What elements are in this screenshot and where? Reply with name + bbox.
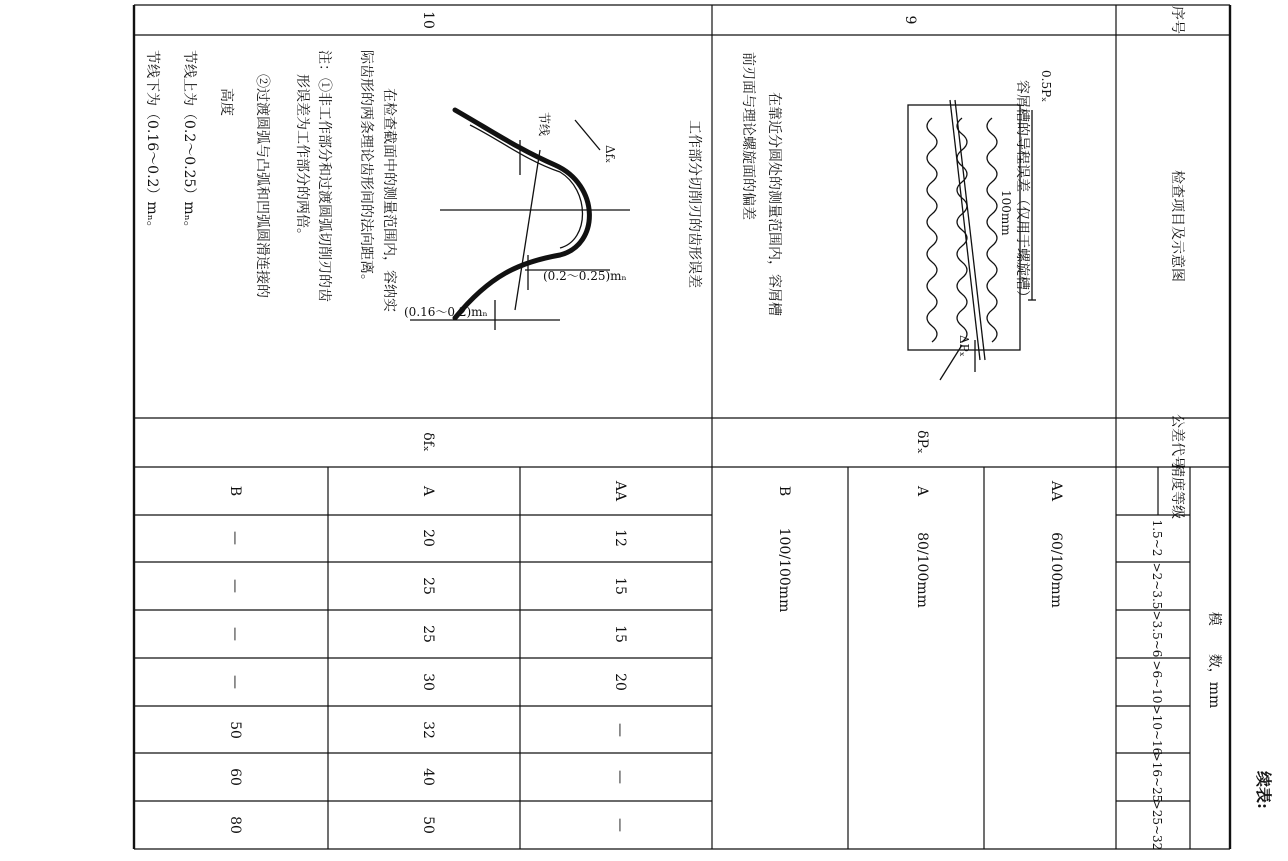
row-9-value: 100/100mm — [776, 527, 792, 613]
row-10-upper-dim: (0.2～0.25)mₙ — [543, 269, 627, 283]
row-9-description-line: 前刃面与理论螺旋面的偏差 — [740, 52, 756, 220]
row-9-dim-length: 100mm — [999, 190, 1013, 236]
row-9-seq: 9 — [902, 15, 918, 25]
row-10-value: 80 — [227, 816, 243, 834]
row-10-description-line: 形误差为工作部分的两倍。 — [294, 74, 310, 242]
row-9-grade: A — [914, 485, 930, 497]
row-10-description-line: 节线下为（0.16～0.2）mₙ。 — [144, 50, 160, 235]
continued-label: 续表: — [1254, 771, 1273, 809]
row-10-value: 50 — [227, 721, 243, 739]
row-10-value: 15 — [612, 625, 628, 643]
row-10-grade: B — [227, 485, 243, 497]
row-10-tooth-profile-diagram — [410, 110, 630, 330]
item-header: 检查项目及示意图 — [1169, 170, 1185, 282]
module-range: >25~32 — [1150, 799, 1164, 851]
tol-code-header: 公差代号 — [1169, 414, 1185, 470]
row-10-figure-title: 工作部分切削刃的齿形误差 — [686, 120, 702, 288]
row-10-lower-dim: (0.16～0.2)mₙ — [404, 305, 488, 319]
row-9-code: δPₓ — [914, 430, 930, 454]
module-range: 1.5~2 — [1150, 519, 1164, 557]
row-10-description-line: 注：①非工作部分和过渡圆弧切削刃的齿 — [316, 50, 332, 302]
row-10-value: 30 — [420, 673, 436, 691]
row-10-value: 20 — [612, 673, 628, 691]
module-range: >16~25 — [1150, 751, 1164, 803]
module-range: >2~3.5 — [1150, 562, 1164, 610]
row-10-value: 60 — [227, 768, 243, 786]
row-10-value-cells — [227, 480, 628, 834]
row-9-dim-delta: ΔPₓ — [957, 335, 971, 357]
module-range: >6~10 — [1150, 660, 1164, 704]
module-range: >10~16 — [1150, 704, 1164, 756]
row-10-value: — — [227, 627, 243, 641]
row-10-value: — — [612, 770, 628, 784]
row-9-grade: B — [776, 485, 792, 497]
row-9-value: 80/100mm — [914, 532, 930, 608]
row-9-dim-left: 0.5Pₓ — [1039, 70, 1053, 103]
row-10-value: — — [227, 675, 243, 689]
module-header: 模 数，mm — [1206, 611, 1222, 709]
seq-header: 序号 — [1169, 6, 1185, 34]
row-10-value: — — [612, 723, 628, 737]
row-10-value: 15 — [612, 577, 628, 595]
row-10-value: 20 — [420, 529, 436, 547]
row-10-description-line: ②过渡圆弧与凸弧和凹弧圆滑连接的 — [254, 74, 270, 298]
module-range: >3.5~6 — [1150, 610, 1164, 658]
row-10-description-line: 节线上为（0.2～0.25）mₙ。 — [181, 50, 197, 235]
row-10-value: 32 — [420, 721, 436, 739]
row-10-description-line: 高度 — [218, 88, 234, 116]
row-10-delta: Δfₓ — [603, 145, 617, 164]
row-10-value: 25 — [420, 577, 436, 595]
row-9-grade: AA — [1048, 480, 1064, 502]
row-10-value: — — [227, 531, 243, 545]
row-10-code: δfₓ — [420, 432, 436, 452]
row-10-seq: 10 — [420, 11, 436, 29]
row-10-pitch-label: 节线 — [537, 112, 551, 137]
row-10-grade: AA — [612, 480, 628, 502]
grade-header: 精度等级 — [1169, 463, 1185, 519]
row-9-figure-title: 容屑槽的导程误差（仅用于螺旋槽） — [1014, 80, 1030, 304]
row-10-grade: A — [420, 485, 436, 497]
row-10-value: 40 — [420, 768, 436, 786]
row-9-value: 60/100mm — [1048, 532, 1064, 608]
row-10-value: 25 — [420, 625, 436, 643]
row-9-description-line: 在靠近分圆处的测量范围内，容屑槽 — [766, 92, 782, 316]
row-10-value: 12 — [612, 529, 628, 547]
row-10-description-line: 际齿形的两条理论齿形间的法向距离。 — [358, 50, 374, 288]
row-10-value: — — [612, 818, 628, 832]
row-10-value: 50 — [420, 816, 436, 834]
row-10-value: — — [227, 579, 243, 593]
row-10-description-line: 在检查截面中的测量范围内，容纳实 — [381, 88, 397, 312]
